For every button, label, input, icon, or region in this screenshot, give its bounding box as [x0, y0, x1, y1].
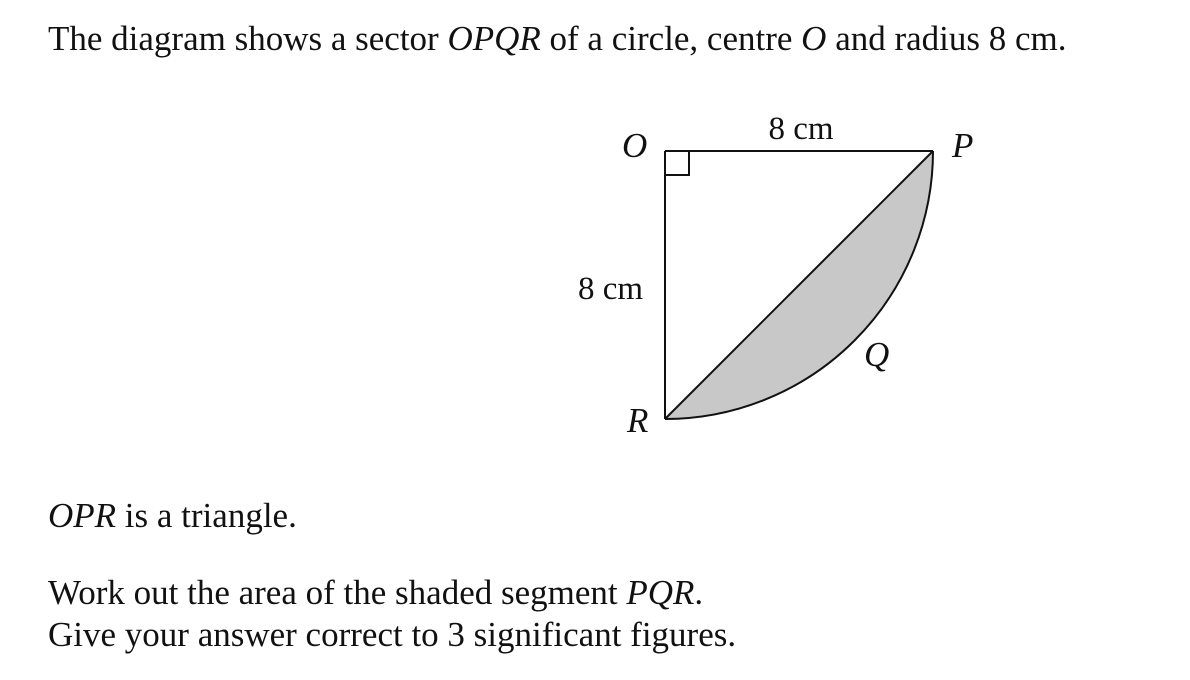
- point-label-O: O: [622, 126, 648, 165]
- point-label-Q: Q: [864, 335, 890, 374]
- length-label-OR: 8 cm: [578, 271, 644, 307]
- intro-text: The diagram shows a sector OPQR of a circle, centre O and radius 8 cm.: [48, 19, 1067, 58]
- accuracy-instruction: Give your answer correct to 3 significant figures.: [48, 615, 737, 654]
- point-label-P: P: [952, 126, 974, 165]
- task-text: Work out the area of the shaded segment PQR.: [48, 573, 704, 612]
- right-angle-marker: [665, 151, 689, 175]
- point-label-R: R: [627, 401, 649, 440]
- length-label-OP: 8 cm: [768, 111, 834, 147]
- triangle-statement: OPR is a triangle.: [48, 496, 297, 535]
